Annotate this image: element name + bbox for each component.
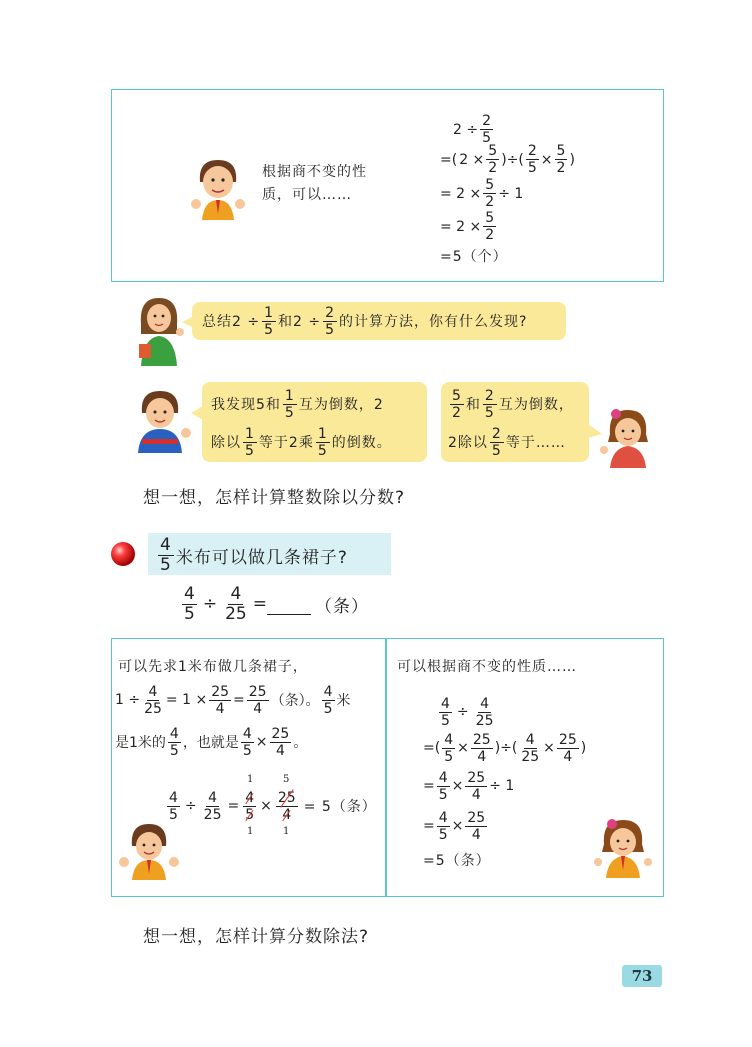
boy-l2b: 等于2乘 xyxy=(258,435,314,451)
teacher-n1: 1 xyxy=(264,304,275,321)
page-number: 73 xyxy=(631,967,653,985)
left-panel-line-1: 可以先求1米布做几条裙子， xyxy=(118,659,308,675)
right-panel-step-2 xyxy=(423,730,586,766)
boy-character-2-illustration xyxy=(128,387,192,453)
eq-n2: 4 xyxy=(230,583,242,604)
eq-n1: 4 xyxy=(184,583,195,604)
eq-equals: = xyxy=(252,594,267,614)
rp2-n1: 4 xyxy=(444,731,454,748)
teacher-n2: 2 xyxy=(325,304,336,321)
boy-n1: 1 xyxy=(284,387,295,404)
rp4-n2: 25 xyxy=(467,809,486,826)
derivation-step-4 xyxy=(440,211,498,242)
lc-cancel-bot-2: 1 xyxy=(283,826,290,837)
lc-op: ÷ xyxy=(184,798,197,814)
boy-n2: 1 xyxy=(245,425,255,442)
boy-character-3-illustration xyxy=(118,822,180,880)
boy-l2a: 除以 xyxy=(211,435,241,451)
lc-d4-cancelled: 4 xyxy=(282,806,292,823)
right-panel-step-4 xyxy=(423,808,489,844)
girl-l1a: 和 xyxy=(465,397,481,413)
girl-d1: 2 xyxy=(452,404,462,421)
girl-n1: 5 xyxy=(452,387,462,404)
boy-d2: 5 xyxy=(245,442,255,459)
left-panel-cancel-calc xyxy=(165,786,377,826)
lp2-d4: 5 xyxy=(323,700,333,717)
lc-n4-cancelled: 25 xyxy=(277,789,296,806)
step2-n2: 2 xyxy=(527,143,537,159)
girl-d2: 5 xyxy=(484,404,495,421)
step2-n1: 5 xyxy=(488,143,498,159)
rp4-x: × xyxy=(451,818,464,834)
girl-character-illustration xyxy=(598,406,658,468)
lp2-n2: 25 xyxy=(211,683,230,700)
teacher-character-illustration xyxy=(133,294,185,366)
lp2-n3: 25 xyxy=(248,683,267,700)
step2-d1: 2 xyxy=(488,160,498,176)
lp3-n1: 4 xyxy=(169,725,179,742)
girl-speech-bubble xyxy=(441,382,589,462)
step3-den: 2 xyxy=(485,194,495,210)
rp3-b: ÷ 1 xyxy=(489,778,515,794)
boy-speech-bubble xyxy=(202,382,427,462)
lp2-b: = 1 × xyxy=(165,692,208,708)
lc-n2: 4 xyxy=(208,789,218,806)
girl-n3: 2 xyxy=(491,425,502,442)
rp4-d1: 5 xyxy=(438,826,448,843)
lc-cancel-bot-1: 1 xyxy=(247,826,254,837)
step2-a: =( xyxy=(440,151,458,168)
lp3-c: × xyxy=(255,734,268,750)
problem-question: 米布可以做几条裙子? xyxy=(175,547,348,568)
lp3-d1: 5 xyxy=(169,742,179,759)
boy-l2c: 的倒数。 xyxy=(331,435,392,451)
solution-panels xyxy=(111,638,664,897)
think-question-2: 想一想，怎样计算分数除法? xyxy=(143,927,370,947)
rp1-n1: 4 xyxy=(441,695,450,712)
lp2-a: 1 ÷ xyxy=(115,692,141,708)
rp2-d1: 5 xyxy=(444,748,454,765)
right-panel-line-1: 可以根据商不变的性质…… xyxy=(397,659,577,675)
step2-d3: 2 xyxy=(556,160,566,176)
lp2-c: = xyxy=(233,692,245,708)
rp3-d1: 5 xyxy=(438,786,448,803)
step4-den: 2 xyxy=(485,227,495,243)
rp4-a: = xyxy=(423,818,435,834)
eq-unit: （条） xyxy=(314,596,369,617)
rp2-n3: 4 xyxy=(525,731,535,748)
right-panel-step-1 xyxy=(437,694,497,730)
rp1-d2: 25 xyxy=(475,712,494,729)
lp3-b: ，也就是 xyxy=(182,735,239,751)
lc-d3-cancelled: 5 xyxy=(245,806,255,823)
boy-l1b: 互为倒数，2 xyxy=(298,397,384,413)
boy-speech-line-2: 质，可以…… xyxy=(262,187,352,203)
step2-f: ) xyxy=(569,151,575,168)
rp2-x2: × xyxy=(543,740,555,756)
lp2-f: 米 xyxy=(336,693,351,709)
problem-num: 4 xyxy=(160,534,172,555)
boy-l1a: 我发现5和 xyxy=(211,397,281,413)
teacher-text-a: 总结2 ÷ xyxy=(202,314,261,330)
girl-character-2-illustration xyxy=(592,816,654,878)
step2-e: × xyxy=(540,151,553,168)
eq-d2: 25 xyxy=(225,603,247,624)
step3-a: = 2 × xyxy=(440,185,482,202)
red-ball-bullet-icon xyxy=(110,541,136,567)
teacher-speech-bubble xyxy=(192,302,566,340)
girl-l2b: 等于…… xyxy=(505,435,566,451)
rp2-c: ) xyxy=(580,740,587,756)
problem-text xyxy=(156,535,348,575)
boy-d3: 5 xyxy=(317,442,328,459)
teacher-text-c: 的计算方法，你有什么发现? xyxy=(339,314,528,330)
rp4-n1: 4 xyxy=(438,809,448,826)
left-panel-line-3 xyxy=(115,724,307,760)
eq-op: ÷ xyxy=(202,594,218,614)
right-panel-step-3 xyxy=(423,768,514,804)
lp3-n3: 25 xyxy=(271,725,290,742)
lp3-d2: 5 xyxy=(242,742,252,759)
rp1-d1: 5 xyxy=(441,712,450,729)
lc-cancel-top-2: 5 xyxy=(283,774,290,785)
lc-n1: 4 xyxy=(169,789,178,806)
lp2-n4: 4 xyxy=(323,683,333,700)
rp2-d4: 4 xyxy=(563,748,573,765)
lp2-d3: 4 xyxy=(253,700,263,717)
lc-d1: 5 xyxy=(169,806,178,823)
lp2-e: （条）。 xyxy=(270,693,320,709)
rp2-n2: 25 xyxy=(472,731,491,748)
teacher-d1: 5 xyxy=(264,321,275,338)
boy-d1: 5 xyxy=(284,404,295,421)
boy-character-illustration xyxy=(188,152,248,220)
problem-equation xyxy=(180,583,369,625)
girl-n2: 2 xyxy=(484,387,495,404)
lc-x: × xyxy=(260,798,272,814)
derivation-step-1 xyxy=(453,114,495,145)
rp3-n2: 25 xyxy=(467,769,486,786)
lp3-e: 。 xyxy=(293,735,308,751)
step2-d2: 5 xyxy=(527,160,537,176)
rp2-n4: 25 xyxy=(558,731,577,748)
lp3-a: 是1米的 xyxy=(115,735,166,751)
derivation-step-5: =5（个） xyxy=(440,249,508,265)
girl-l1b: 互为倒数， xyxy=(498,397,574,413)
rp3-n1: 4 xyxy=(438,769,448,786)
boy-speech-line-1: 根据商不变的性 xyxy=(262,164,367,180)
teacher-d2: 5 xyxy=(325,321,336,338)
left-panel-line-2 xyxy=(115,682,351,718)
rp2-x1: × xyxy=(457,740,469,756)
lp2-d2: 4 xyxy=(215,700,225,717)
problem-den: 5 xyxy=(160,554,172,575)
panel-divider xyxy=(385,639,387,896)
step4-a: = 2 × xyxy=(440,218,482,235)
lp3-d3: 4 xyxy=(275,742,285,759)
step1-lead: 2 ÷ xyxy=(453,121,479,138)
rp1-n2: 4 xyxy=(480,695,490,712)
girl-l2a: 2除以 xyxy=(448,435,488,451)
eq-d1: 5 xyxy=(184,603,195,624)
boy-n3: 1 xyxy=(317,425,328,442)
teacher-text-b: 和2 ÷ xyxy=(278,314,322,330)
rp2-b: )÷( xyxy=(494,740,518,756)
rp2-d2: 4 xyxy=(477,748,487,765)
step3-b: ÷ 1 xyxy=(498,185,524,202)
girl-d3: 5 xyxy=(491,442,502,459)
lp2-d1: 25 xyxy=(144,700,162,717)
lp3-n2: 4 xyxy=(242,725,252,742)
page-number-badge xyxy=(622,965,662,987)
rp3-d2: 4 xyxy=(471,786,481,803)
step2-n3: 5 xyxy=(556,143,566,159)
lc-cancel-top-1: 1 xyxy=(247,774,254,785)
boy-bubble-tail xyxy=(191,406,203,420)
rp2-d3: 25 xyxy=(521,748,540,765)
lc-n3-cancelled: 4 xyxy=(245,789,255,806)
step2-b: 2 × xyxy=(459,151,485,168)
eq-answer-blank xyxy=(267,594,311,615)
teacher-bubble-tail xyxy=(182,316,194,328)
right-panel-step-5: =5（条） xyxy=(423,853,491,869)
step3-num: 5 xyxy=(485,177,495,193)
derivation-step-2 xyxy=(440,144,575,175)
step2-c: )÷( xyxy=(501,151,524,168)
think-question-1: 想一想，怎样计算整数除以分数? xyxy=(143,488,406,508)
rp3-a: = xyxy=(423,778,435,794)
step4-num: 5 xyxy=(485,210,495,226)
rp1-op: ÷ xyxy=(456,704,469,720)
lp2-n1: 4 xyxy=(148,683,158,700)
derivation-step-3 xyxy=(440,178,523,209)
lc-d2: 25 xyxy=(203,806,222,823)
rp3-x: × xyxy=(451,778,464,794)
lc-result: = 5（条） xyxy=(303,799,377,815)
rp2-a: =( xyxy=(423,740,441,756)
rp4-d2: 4 xyxy=(471,826,481,843)
step1-den: 5 xyxy=(482,130,492,146)
step1-num: 2 xyxy=(482,113,492,129)
lc-eq: = xyxy=(227,798,240,814)
